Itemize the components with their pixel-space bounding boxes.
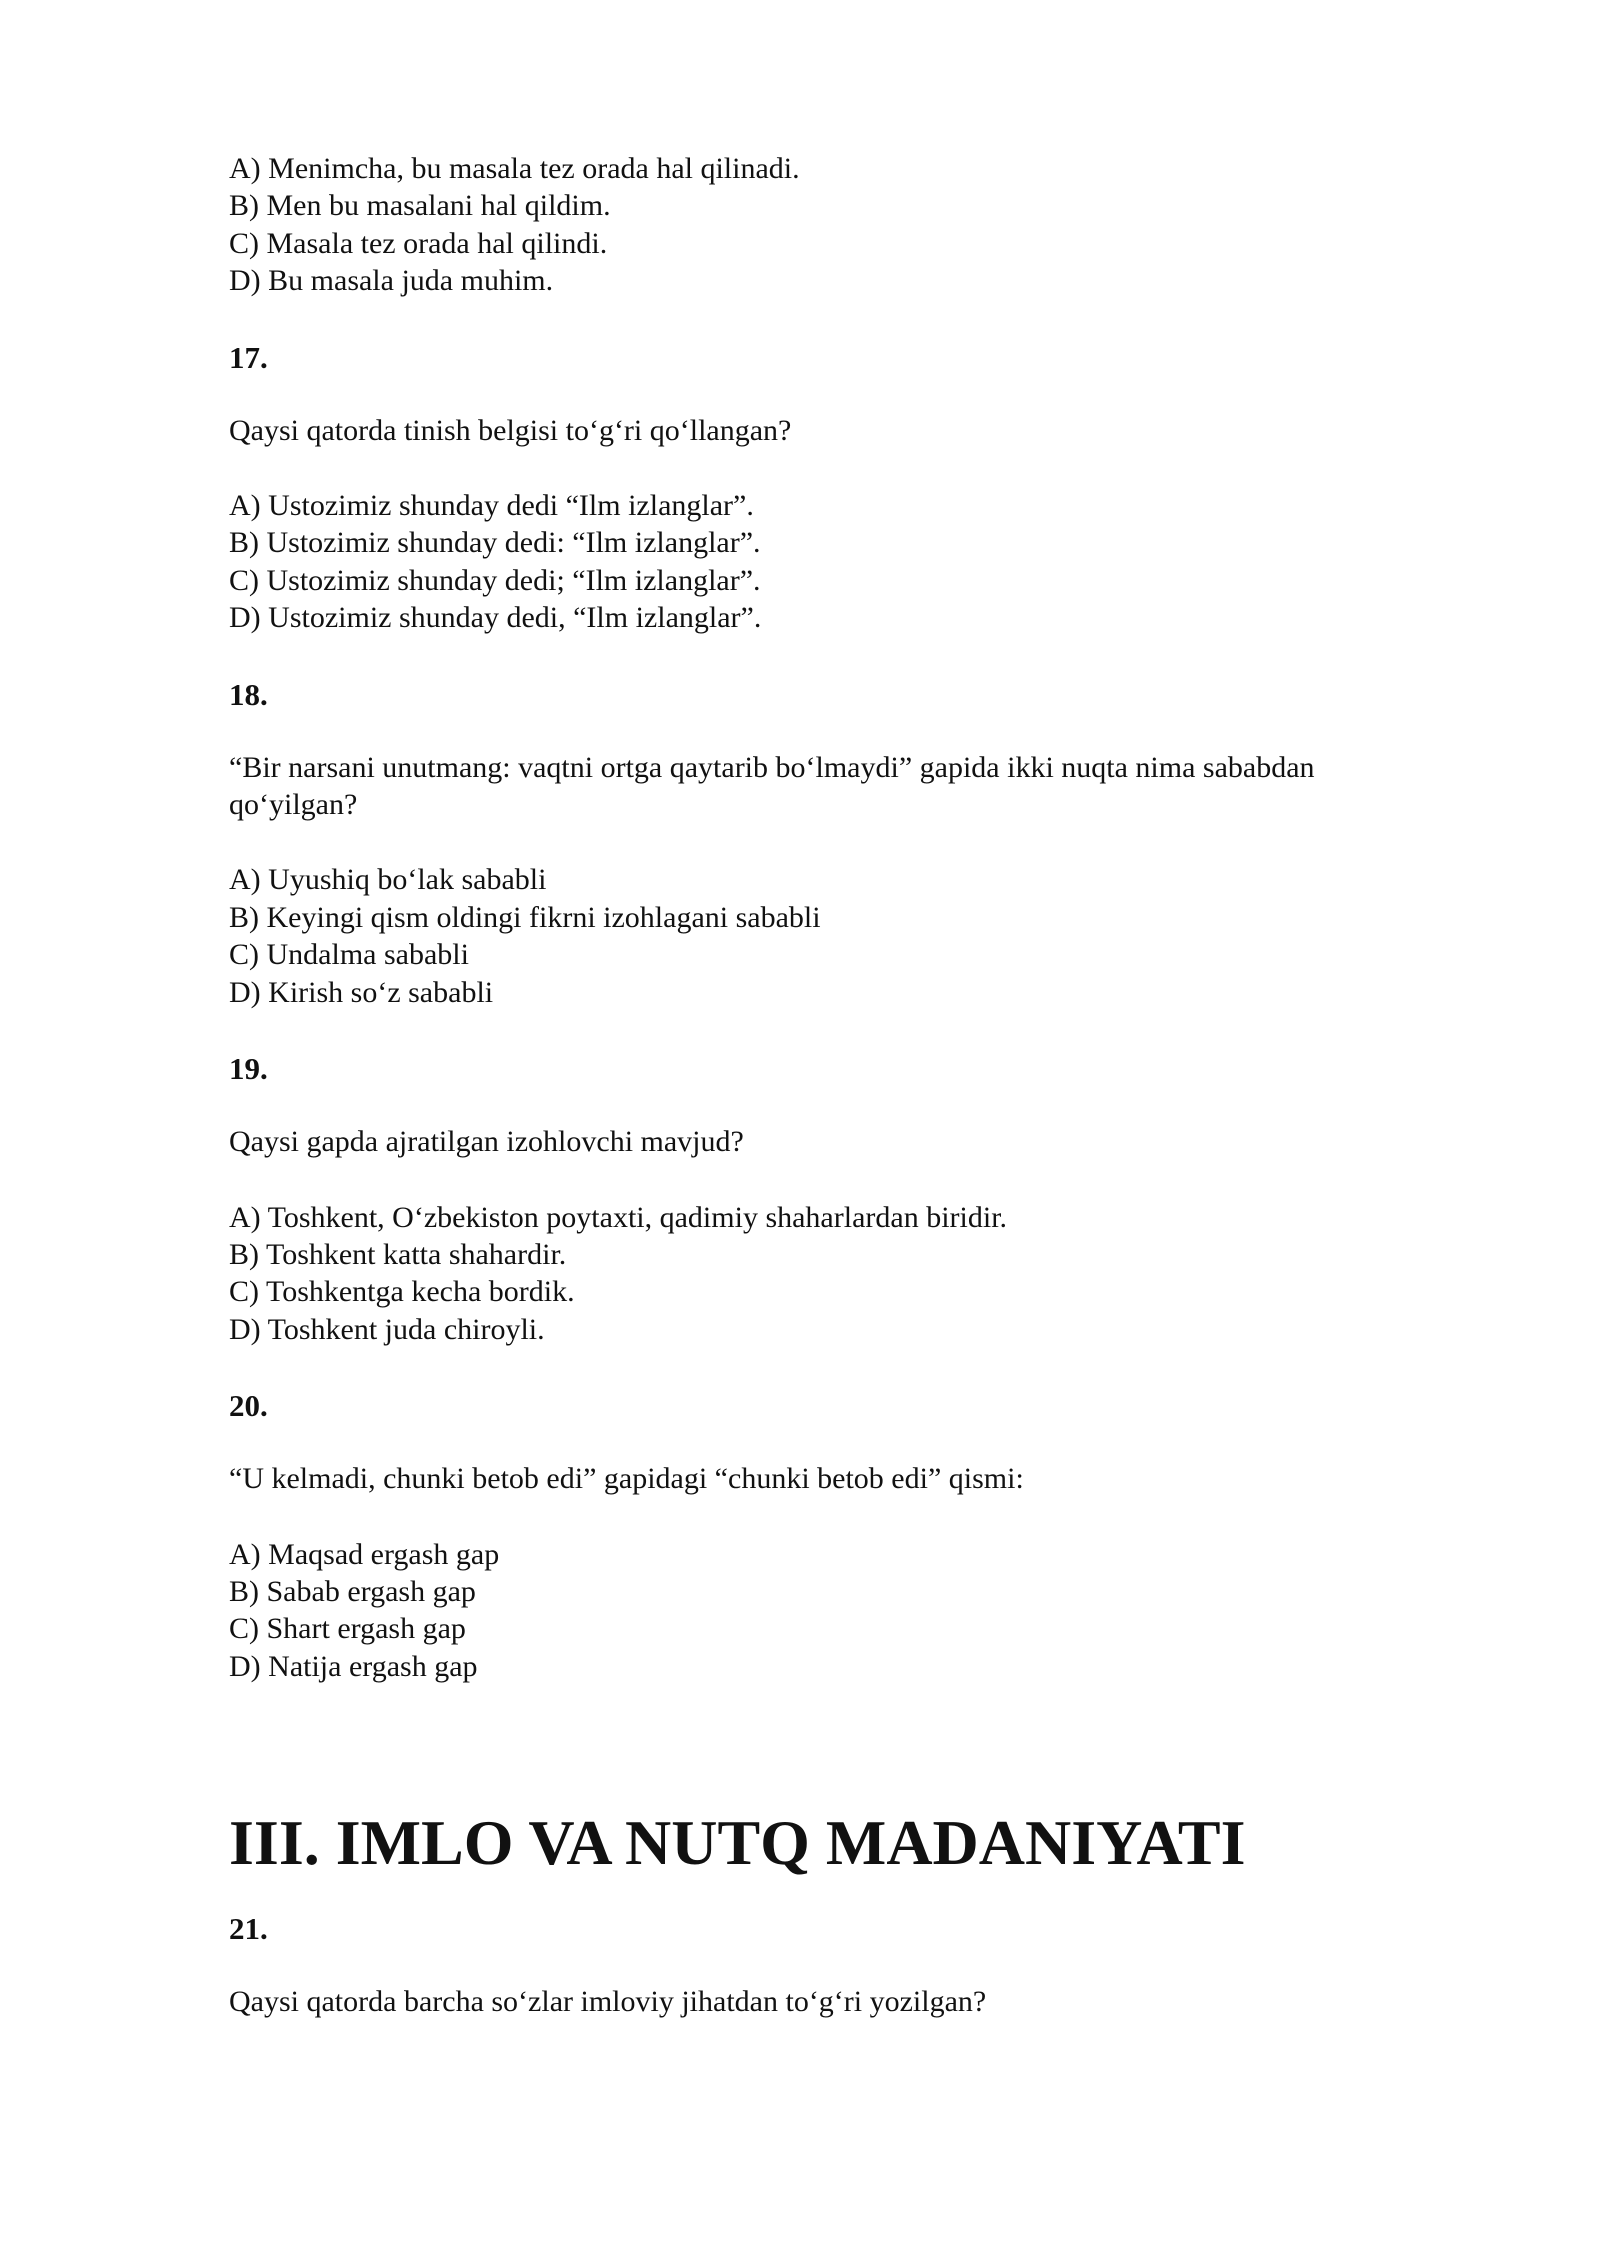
question-16-options (229, 150, 1409, 300)
question-18-text: “Bir narsani unutmang: vaqtni ortga qaytarib bo‘lmaydi” gapida ikki nuqta nima sababdan qo‘yilgan? (229, 750, 1315, 822)
question-21-number: 21. (229, 1911, 268, 1947)
option-c: C) Ustozimiz shunday dedi; “Ilm izlanglar”. (229, 563, 761, 597)
section-title: III. IMLO VA NUTQ MADANIYATI (229, 1807, 1246, 1879)
document-page (229, 150, 1409, 2021)
question-21-text: Qaysi qatorda barcha so‘zlar imloviy jihatdan to‘g‘ri yozilgan? (229, 1985, 987, 2019)
option-c: C) Shart ergash gap (229, 1612, 466, 1646)
option-b: B) Keyingi qism oldingi fikrni izohlagani sababli (229, 900, 821, 934)
option-b: B) Ustozimiz shunday dedi: “Ilm izlanglar”. (229, 526, 761, 560)
question-17-text: Qaysi qatorda tinish belgisi to‘g‘ri qo‘llangan? (229, 413, 792, 447)
question-19-text: Qaysi gapda ajratilgan izohlovchi mavjud? (229, 1125, 744, 1159)
option-b: B) Sabab ergash gap (229, 1574, 476, 1608)
option-a: A) Toshkent, O‘zbekiston poytaxti, qadimiy shaharlardan biridir. (229, 1200, 1008, 1234)
option-a: A) Uyushiq bo‘lak sababli (229, 863, 547, 897)
option-d: D) Ustozimiz shunday dedi, “Ilm izlanglar”. (229, 601, 762, 635)
option-a: A) Maqsad ergash gap (229, 1537, 500, 1571)
option-d: D) Toshkent juda chiroyli. (229, 1312, 545, 1346)
option-c: C) Masala tez orada hal qilindi. (229, 226, 608, 260)
question-20-text: “U kelmadi, chunki betob edi” gapidagi “chunki betob edi” qismi: (229, 1462, 1024, 1496)
question-17-number: 17. (229, 339, 268, 375)
option-b: B) Toshkent katta shahardir. (229, 1237, 567, 1271)
question-20-options (229, 1536, 1409, 1686)
question-18-number: 18. (229, 676, 268, 712)
option-d: D) Natija ergash gap (229, 1649, 478, 1683)
option-c: C) Toshkentga kecha bordik. (229, 1275, 575, 1309)
question-20-number: 20. (229, 1388, 268, 1424)
option-c: C) Undalma sababli (229, 938, 469, 972)
question-19-options (229, 1199, 1409, 1349)
option-d: D) Bu masala juda muhim. (229, 264, 554, 298)
question-17-options (229, 487, 1409, 637)
option-a: A) Ustozimiz shunday dedi “Ilm izlanglar”. (229, 489, 754, 523)
question-19-number: 19. (229, 1051, 268, 1087)
option-b: B) Men bu masalani hal qildim. (229, 189, 611, 223)
option-d: D) Kirish so‘z sababli (229, 975, 494, 1009)
question-18-options (229, 861, 1409, 1011)
option-a: A) Menimcha, bu masala tez orada hal qilinadi. (229, 152, 800, 185)
